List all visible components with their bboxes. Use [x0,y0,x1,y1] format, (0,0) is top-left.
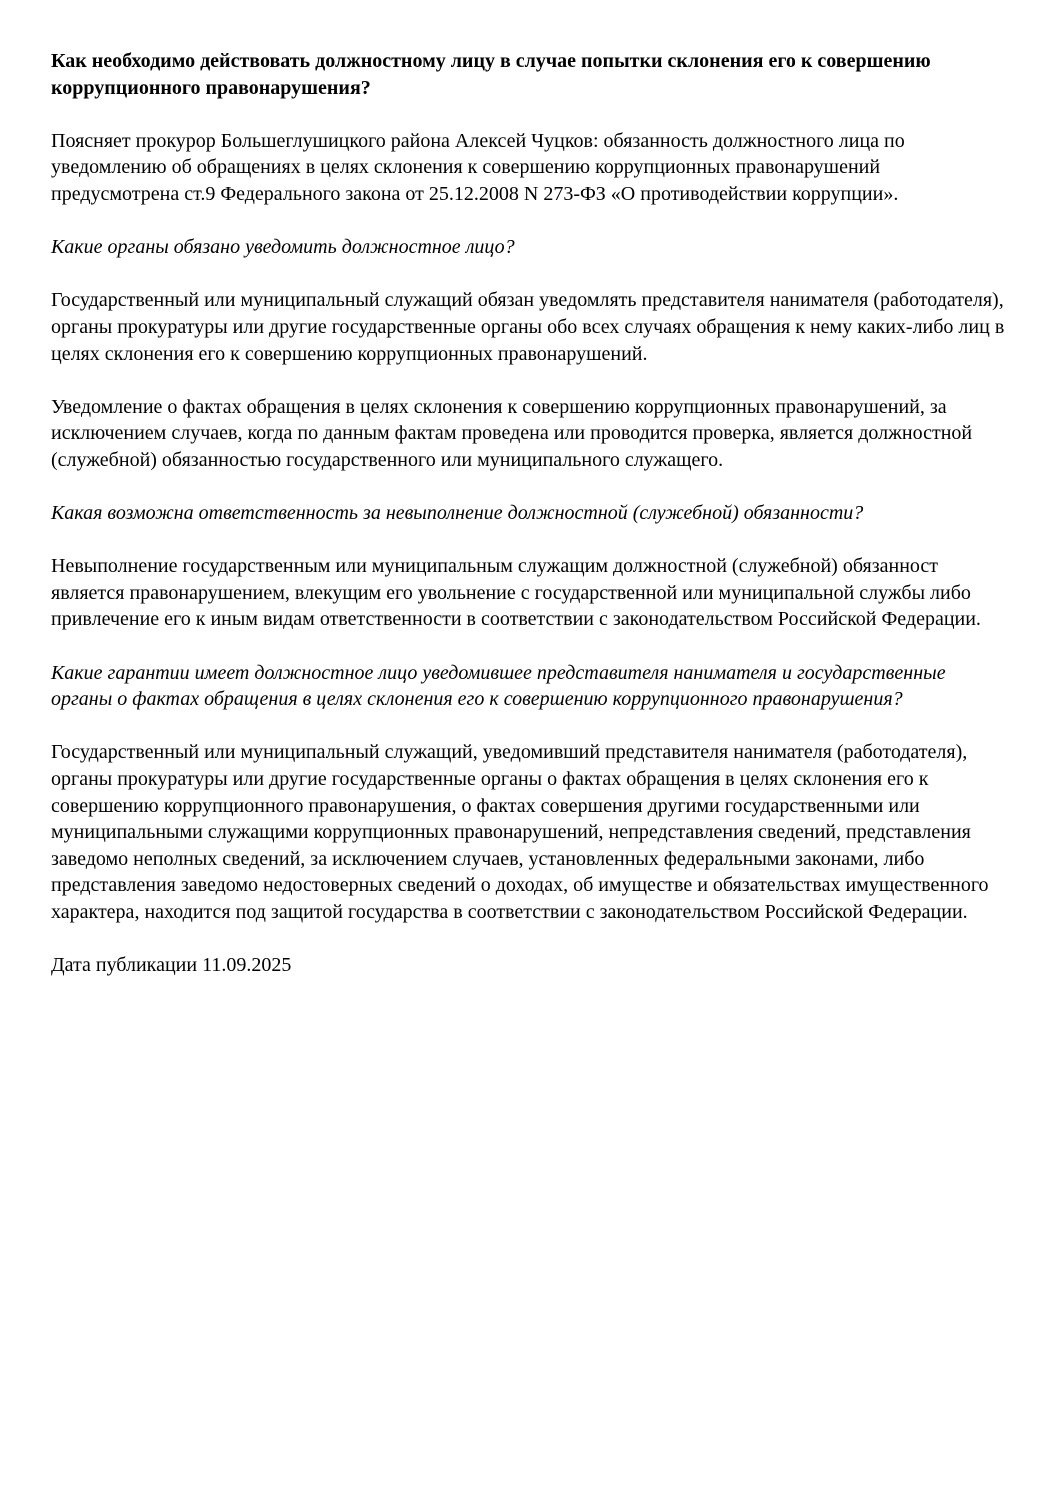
paragraph-nonfulfillment-consequences: Невыполнение государственным или муниципальным служащим должностной (служебной) обязанност является правонарушением, влекущим его увольнение с государственной или муниципальной службы либо привлечение его к иным видам ответственности в соответствии с законодательством Российской Федерации. [51,555,981,631]
question-which-organs: Какие органы обязано уведомить должностное лицо? [51,236,515,259]
paragraph-state-protection: Государственный или муниципальный служащий, уведомивший представителя нанимателя (работодателя), органы прокуратуры или другие государственные органы о фактах обращения в целях склонения его к совершению коррупционного правонарушения, о фактах совершения другими государственными или муниципальными служащими коррупционных правонарушений, непредставления сведений, представления заведомо неполных сведений, за исключением случаев, установленных федеральными законами, либо представления заведомо недостоверных сведений о доходах, об имуществе и обязательствах имущественного характера, находится под защитой государства в соответствии с законодательством Российской Федерации. [51,741,989,923]
question-guarantees: Какие гарантии имеет должностное лицо уведомившее представителя нанимателя и государственные органы о фактах обращения в целях склонения его к совершению коррупционного правонарушения? [51,661,946,711]
paragraph-notify-obligation: Государственный или муниципальный служащий обязан уведомлять представителя нанимателя (работодателя), органы прокуратуры или другие государственные органы обо всех случаях обращения к нему каких-либо лиц в целях склонения его к совершению коррупционных правонарушений. [51,289,1005,365]
document-title: Как необходимо действовать должностному лицу в случае попытки склонения его к совершению коррупционного правонарушения? [51,50,931,99]
question-responsibility: Какая возможна ответственность за невыполнение должностной (служебной) обязанности? [51,502,864,525]
intro-paragraph: Поясняет прокурор Большеглушицкого района Алексей Чуцков: обязанность должностного лица по уведомлению об обращениях в целях склонения к совершению коррупционных правонарушений предусмотрена ст.9 Федерального закона от 25.12.2008 N 273-ФЗ «О противодействии коррупции». [51,129,905,205]
paragraph-notification-duty: Уведомление о фактах обращения в целях склонения к совершению коррупционных правонарушений, за исключением случаев, когда по данным фактам проведена или проводится проверка, является должностной (служебной) обязанностью государственного или муниципального служащего. [51,395,973,471]
publication-date: Дата публикации 11.09.2025 [51,954,292,977]
